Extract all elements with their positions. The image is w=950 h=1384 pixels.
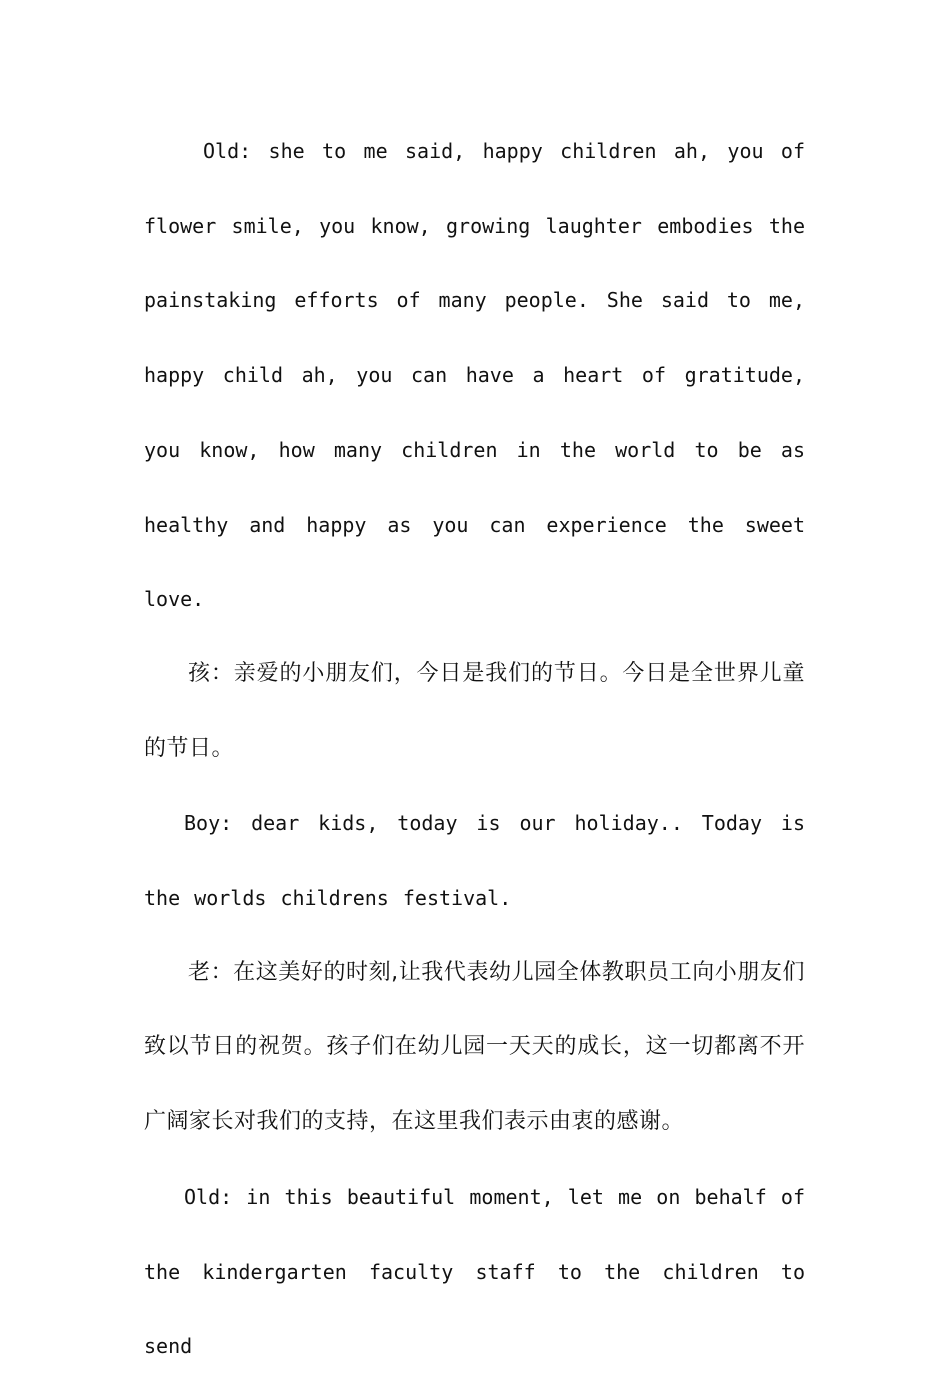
paragraph-old-english-2: Old: in this beautiful moment, let me on behalf of the kindergarten faculty staff to the children to send <box>144 1184 805 1359</box>
paragraph-boy-english: Boy: dear kids, today is our holiday.. Today is the worlds childrens festival. <box>144 811 805 911</box>
paragraph-old-english-1: Old: she to me said, happy children ah, you of flower smile, you know, growing laughter embodies the painstaking efforts of many people. She said to me, happy child ah, you can have a heart of gratitude, you know, how many children in the world to be as healthy and happy as you can experience the sweet love. <box>144 139 805 612</box>
paragraph-old-chinese: 老：在这美好的时刻,让我代表幼儿园全体教职员工向小朋友们致以节日的祝贺。孩子们在幼儿园一天天的成长，这一切都离不开广阔家长对我们的支持，在这里我们表示由衷的感谢。 <box>144 959 805 1135</box>
document-body <box>144 114 805 1384</box>
paragraph-child-chinese: 孩：亲爱的小朋友们，今日是我们的节日。今日是全世界儿童的节日。 <box>144 660 805 761</box>
